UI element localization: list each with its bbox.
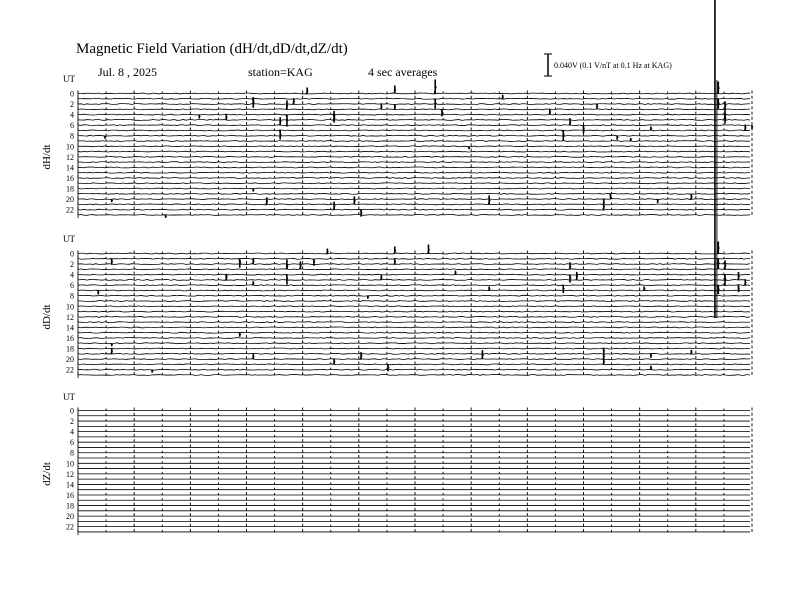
trace-line (78, 98, 750, 99)
trace-line (78, 274, 750, 275)
hour-label: 20 (66, 355, 74, 365)
trace-line (78, 204, 750, 205)
panel-axis-label: dD/dt (41, 304, 53, 330)
trace-line (78, 343, 750, 344)
trace-line (78, 172, 750, 173)
hour-label: 16 (66, 490, 74, 500)
trace-line (78, 119, 750, 120)
hour-label: 2 (70, 260, 74, 270)
trace-line (78, 285, 750, 286)
hour-label: 22 (66, 365, 74, 375)
hour-label: 14 (66, 323, 74, 333)
trace-line (78, 306, 750, 307)
trace-line (78, 109, 750, 110)
scale-bar (544, 54, 672, 76)
hour-label: 10 (66, 459, 74, 469)
date-label: Jul. 8 , 2025 (98, 65, 158, 79)
hour-label: 6 (70, 281, 74, 291)
panel-axis-label: dH/dt (41, 144, 53, 170)
averaging-label: 4 sec averages (368, 65, 438, 79)
trace-line (78, 253, 750, 254)
hour-label: 20 (66, 512, 74, 522)
trace-line (78, 264, 750, 265)
trace-line (78, 167, 750, 168)
trace-line (78, 183, 750, 184)
hour-label: 4 (70, 110, 74, 120)
panels-group (41, 0, 753, 535)
trace-line (78, 369, 750, 370)
hour-label: 12 (66, 469, 74, 479)
chart-title: Magnetic Field Variation (dH/dt,dD/dt,dZ/dt) (76, 41, 348, 57)
trace-line (78, 135, 750, 136)
hour-label: 8 (70, 291, 74, 301)
trace-line (78, 364, 750, 365)
hour-label: 18 (66, 184, 74, 194)
trace-line (78, 114, 750, 115)
trace-line (78, 178, 750, 179)
trace-line (78, 359, 750, 360)
trace-line (78, 295, 750, 296)
trace-line (78, 311, 750, 312)
hour-label: 20 (66, 195, 74, 205)
trace-line (78, 162, 750, 163)
hour-label: 6 (70, 121, 74, 131)
hour-label: 12 (66, 312, 74, 322)
hour-label: 0 (70, 406, 74, 416)
panel-axis-label: dZ/dt (41, 462, 53, 486)
trace-line (78, 193, 750, 194)
trace-line (78, 353, 750, 354)
hour-label: 18 (66, 344, 74, 354)
trace-line (78, 316, 750, 317)
hour-label: 16 (66, 333, 74, 343)
hour-label: 10 (66, 302, 74, 312)
hour-label: 14 (66, 480, 74, 490)
trace-line (78, 327, 750, 328)
trace-line (78, 209, 750, 210)
trace-line (78, 338, 750, 339)
trace-line (78, 258, 750, 259)
trace-line (78, 104, 750, 105)
ut-label: UT (63, 392, 75, 402)
hour-label: 22 (66, 522, 74, 532)
hour-label: 14 (66, 163, 74, 173)
trace-line (78, 199, 750, 200)
station-label: station=KAG (248, 65, 313, 79)
trace-line (78, 151, 750, 152)
trace-line (78, 93, 750, 94)
trace-line (78, 130, 750, 131)
trace-line (78, 269, 750, 270)
scale-bar-label: 0.040V (0.1 V/nT at 0.1 Hz at KAG) (554, 61, 672, 70)
trace-line (78, 146, 750, 147)
hour-label: 22 (66, 205, 74, 215)
hour-label: 6 (70, 438, 74, 448)
panel-dd-dt (41, 234, 752, 378)
hour-label: 4 (70, 270, 74, 280)
hour-label: 18 (66, 501, 74, 511)
hour-label: 10 (66, 142, 74, 152)
hour-label: 16 (66, 173, 74, 183)
hour-label: 8 (70, 448, 74, 458)
hour-label: 2 (70, 417, 74, 427)
trace-line (78, 279, 750, 280)
trace-line (78, 188, 750, 189)
panel-dh-dt (41, 74, 753, 218)
trace-line (78, 290, 750, 291)
trace-line (78, 322, 750, 323)
hour-label: 12 (66, 152, 74, 162)
trace-line (78, 141, 750, 142)
hour-label: 2 (70, 100, 74, 110)
ut-label: UT (63, 234, 75, 244)
trace-line (78, 215, 750, 216)
ut-label: UT (63, 74, 75, 84)
trace-line (78, 125, 750, 126)
trace-line (78, 156, 750, 157)
hour-label: 0 (70, 249, 74, 259)
hour-label: 4 (70, 427, 74, 437)
trace-line (78, 374, 750, 375)
trace-line (78, 332, 750, 333)
panel-dz-dt (41, 392, 752, 535)
hour-label: 8 (70, 131, 74, 141)
trace-line (78, 348, 750, 349)
hour-label: 0 (70, 89, 74, 99)
trace-line (78, 301, 750, 302)
